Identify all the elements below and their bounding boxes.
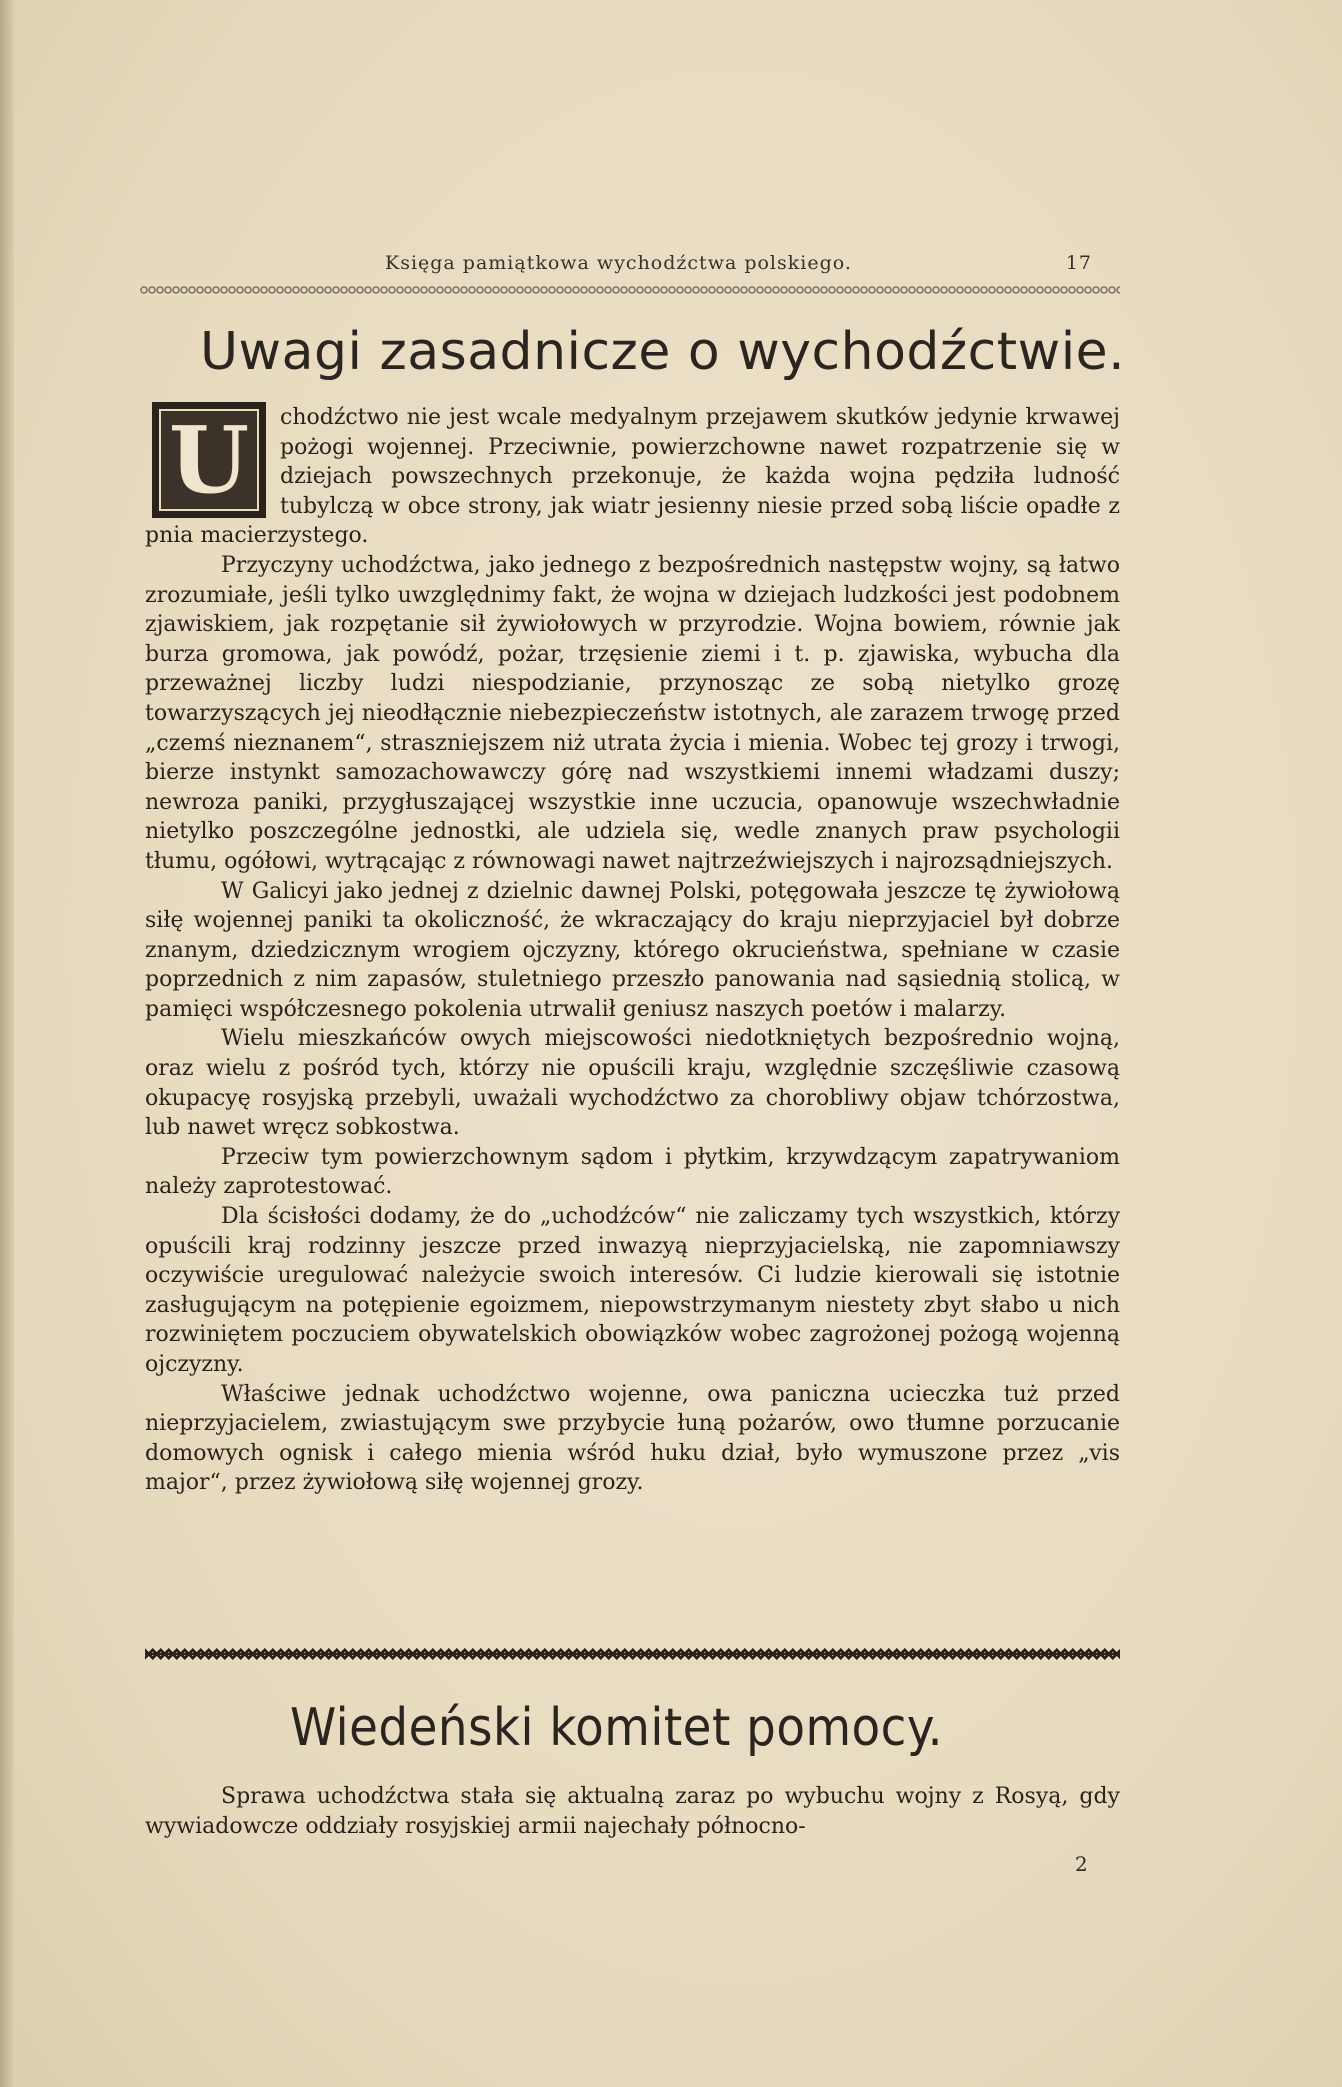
paragraph: Dla ścisłości dodamy, że do „uchodźców“ nie zaliczamy tych wszystkich, którzy opuścili kraj rodzinny jeszcze przed inwazyą nieprzyjacielską, nie zapomniawszy oczywiście uregulować należycie swoich interesów. Ci ludzie kierowali się istotnie zasługującym na potępienie egoizmem, niepowstrzymanym niestety zbyt słabo u nich rozwiniętem poczuciem obywatelskich obowiązków wobec zagrożonej pożogą wojenną ojczyzny. [145, 1204, 1120, 1377]
article-body [145, 1782, 1120, 1841]
paragraph: Wielu mieszkańców owych miejscowości niedotkniętych bezpośrednio wojną, oraz wielu z pośród tych, którzy nie opuścili kraju, względnie szczęśliwie czasową okupacyę rosyjską przebyli, uważali wychodźctwo za chorobliwy objaw tchórzostwa, lub nawet wręcz sobkostwa. [145, 1026, 1120, 1141]
paragraph: Przyczyny uchodźctwa, jako jednego z bezpośrednich następstw wojny, są łatwo zrozumiałe, jeśli tylko uwzględnimy fakt, że wojna w dziejach ludzkości jest podobnem zjawiskiem, jak rozpętanie sił żywiołowych w przyrodzie. Wojna bowiem, równie jak burza gromowa, jak powódź, pożar, trzęsienie ziemi i t. p. zjawiska, wybucha dla przeważnej liczby ludzi niespodzianie, przynosząc ze sobą nietylko grozę towarzyszących jej nieodłącznie niebezpieczeństw istotnych, ale zarazem trwogę przed „czemś nieznanem“, straszniejszem niż utrata życia i mienia. Wobec tej grozy i trwogi, bierze instynkt samozachowawczy górę nad wszystkiemi innemi władzami duszy; newroza paniki, przygłuszającej wszystkie inne uczucia, opanowuje wszechwładnie nietylko poszczególne jednostki, ale udziela się, wedle znanych praw psychologii tłumu, ogółowi, wytrącając z równowagi nawet najtrzeźwiejszych i najrozsądniejszych. [145, 552, 1120, 874]
ornamental-rule [140, 285, 1120, 295]
paragraph: Właściwe jednak uchodźctwo wojenne, owa paniczna ucieczka tuż przed nieprzyjacielem, zwiastującym swe przybycie łuną pożarów, owo tłumne porzucanie domowych ognisk i całego mienia wśród huku dział, było wymuszone przez „vis major“, przez żywiołową siłę wojennej grozy. [145, 1381, 1120, 1496]
article-title: Wiedeński komitet pomocy. [290, 1698, 943, 1758]
page-spine-edge [0, 0, 14, 2087]
paragraph: W Galicyi jako jednej z dzielnic dawnej Polski, potęgowała jeszcze tę żywiołową siłę wojennej paniki ta okoliczność, że wkraczający do kraju nieprzyjaciel był dobrze znanym, dziedzicznym wrogiem ojczyzny, którego okrucieństwa, spełniane w czasie poprzednich z nim zapasów, stuletniego przeszło panowania nad sąsiednią stolicą, w pamięci współczesnego pokolenia utrwalił geniusz naszych poetów i malarzy. [145, 878, 1120, 1022]
paragraph: Sprawa uchodźctwa stała się aktualną zaraz po wybuchu wojny z Rosyą, gdy wywiadowcze oddziały rosyjskiej armii najechały północno- [145, 1784, 1120, 1839]
running-header [145, 252, 1120, 278]
section-divider [145, 1648, 1120, 1660]
article-body [145, 403, 1120, 1498]
running-title: Księga pamiątkowa wychodźctwa polskiego. [385, 252, 852, 274]
paragraph: chodźctwo nie jest wcale medyalnym przejawem skutków jedynie krwawej pożogi wojennej. Przeciwnie, powierzchowne nawet rozpatrzenie się w dziejach powszechnych przekonuje, że każda wojna pędziła ludność tubylczą w obce strony, jak wiatr jesienny niesie przed sobą liście opadłe z pnia macierzystego. [145, 405, 1120, 549]
paragraph: Przeciw tym powierzchownym sądom i płytkim, krzywdzącym zapatrywaniom należy zaprotestować. [145, 1144, 1120, 1200]
signature-mark: 2 [1075, 1852, 1088, 1876]
page-number: 17 [1065, 252, 1092, 274]
article-title: Uwagi zasadnicze o wychodźctwie. [200, 322, 1126, 382]
initial-letter: U [168, 406, 250, 514]
